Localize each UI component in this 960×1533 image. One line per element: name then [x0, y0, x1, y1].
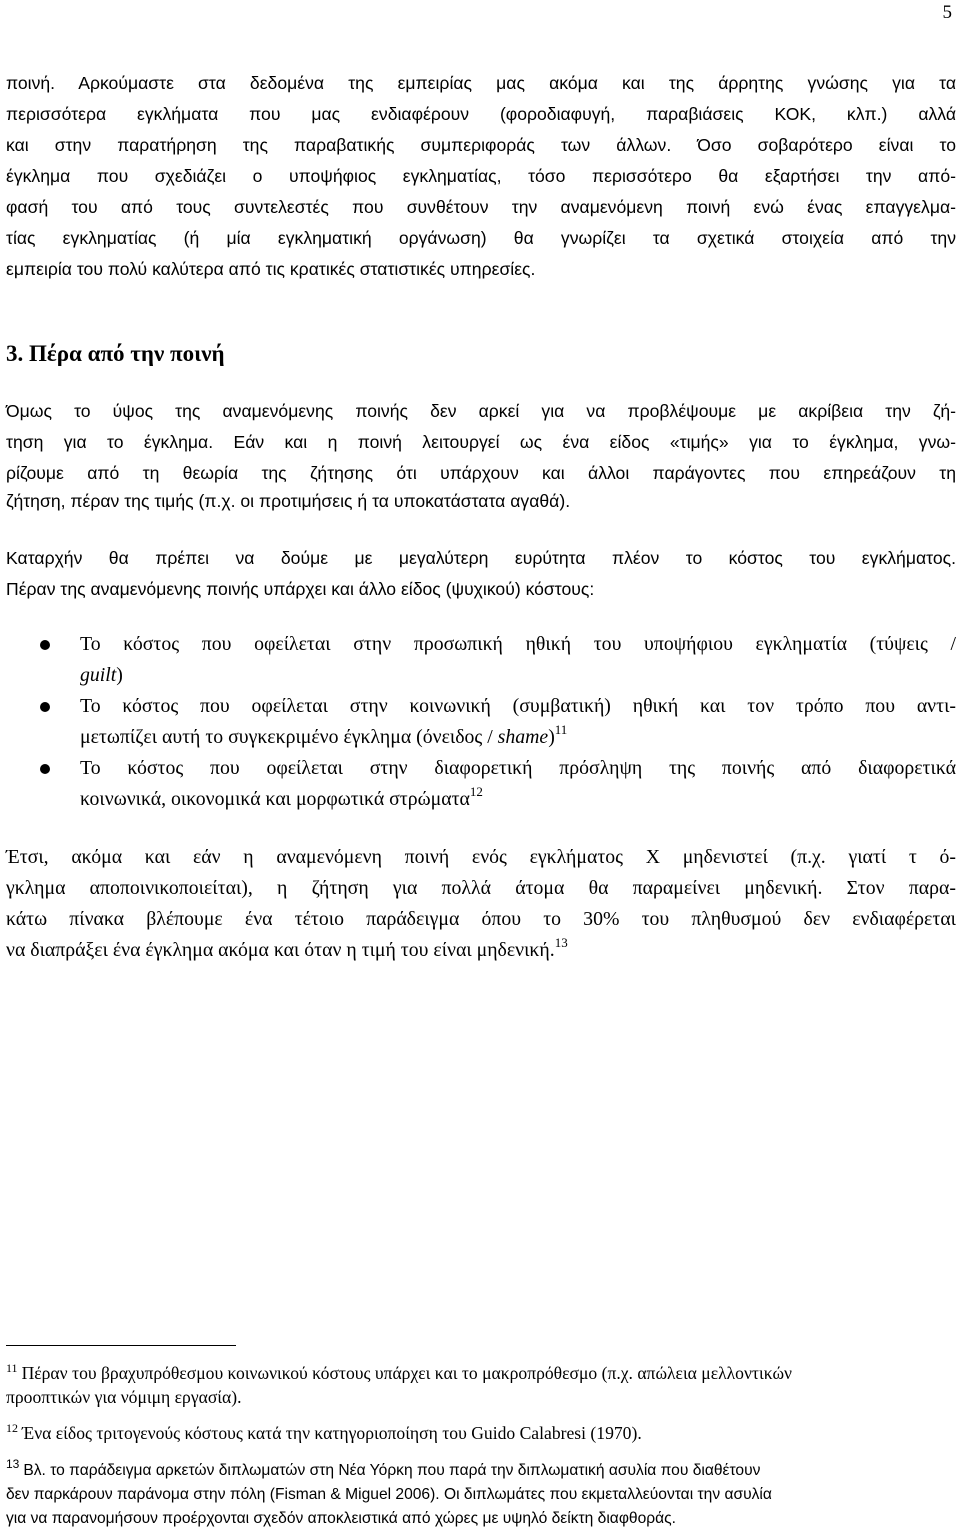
- bullet-dot-icon: [40, 764, 50, 774]
- section-heading: 3. Πέρα από την ποινή: [6, 341, 225, 366]
- text-line: έγκλημα που σχεδιάζει ο υποψήφιος εγκληματίας, τόσο περισσότερο θα εξαρτήσει την από-: [6, 166, 956, 186]
- bullet-dot-icon: [40, 640, 50, 650]
- text-line: φασή του από τους συντελεστές που συνθέτουν την αναμενόμενη ποινή ενώ ένας επαγγελμα-: [6, 197, 956, 217]
- footnote-text: για να παρανομήσουν προέρχονται σχεδόν αποκλειστικά από χώρες με υψηλό δείκτη διαφθοράς.: [6, 1510, 677, 1527]
- list-item-text: κοινωνικά, οικονομικά και μορφωτικά στρώματα: [80, 788, 470, 810]
- footnote-marker: 12: [6, 1421, 18, 1435]
- text-line: περισσότερα εγκλήματα που μας ενδιαφέρουν (φοροδιαφυγή, παραβιάσεις ΚΟΚ, κλπ.) αλλά: [6, 104, 956, 124]
- text-line: εμπειρία του πολύ καλύτερα από τις κρατικές στατιστικές υπηρεσίες.: [6, 259, 536, 279]
- list-item-text: ): [116, 664, 123, 686]
- footnote-ref[interactable]: 13: [554, 935, 568, 950]
- text-line: ζήτηση, πέραν της τιμής (π.χ. οι προτιμήσεις ή τα υποκατάστατα αγαθά).: [6, 491, 571, 511]
- text-line: Πέραν της αναμενόμενης ποινής υπάρχει και άλλο είδος (ψυχικού) κόστους:: [6, 579, 595, 599]
- footnote-ref[interactable]: 12: [469, 784, 483, 799]
- text-line: τίας εγκληματίας (ή μία εγκληματική οργάνωση) θα γνωρίζει τα σχετικά στοιχεία από την: [6, 228, 956, 248]
- list-item-text: Το κόστος που οφείλεται στην διαφορετική πρόσληψη της ποινής από διαφορετικά: [80, 757, 956, 779]
- text-line: Έτσι, ακόμα και εάν η αναμενόμενη ποινή ενός εγκλήματος Χ μηδενιστεί (π.χ. γιατί τ ό-: [6, 846, 956, 868]
- text-line: ρίζουμε από τη θεωρία της ζήτησης ότι υπάρχουν και άλλοι παράγοντες που επηρεάζουν τη: [6, 463, 956, 483]
- list-item-text: Το κόστος που οφείλεται στην κοινωνική (συμβατική) ηθική και τον τρόπο που αντι-: [80, 695, 956, 717]
- list-item-text: ): [548, 726, 555, 748]
- list-item-italic: guilt: [80, 664, 117, 686]
- footnote-text: Βλ. το παράδειγμα αρκετών διπλωματών στη Νέα Υόρκη που παρά την διπλωματική ασυλία που διαθέτουν: [23, 1462, 761, 1479]
- list-item-text: μετωπίζει αυτή το συγκεκριμένο έγκλημα (όνειδος /: [80, 726, 498, 748]
- footnote-marker: 11: [6, 1361, 18, 1375]
- list-item-italic: shame: [497, 726, 549, 748]
- text-line: να διαπράξει ένα έγκλημα ακόμα και όταν η τιμή του είναι μηδενική.: [6, 939, 555, 961]
- footnote-marker: 13: [6, 1457, 20, 1471]
- page-number: 5: [942, 2, 952, 23]
- footnote-text: δεν παρκάρουν παράνομα στην πόλη (Fisman & Miguel 2006). Οι διπλωμάτες που εκμεταλλεύονται την ασυλία: [6, 1486, 772, 1503]
- text-line: ποινή. Αρκούμαστε στα δεδομένα της εμπειρίας μας ακόμα και της άρρητης γνώσης για τα: [6, 73, 956, 93]
- footnote-separator: [6, 1345, 236, 1346]
- footnote-ref[interactable]: 11: [554, 722, 568, 737]
- footnote-text: Ένα είδος τριτογενούς κόστους κατά την κατηγοριοποίηση του Guido Calabresi (1970).: [22, 1423, 642, 1443]
- text-line: τηση για το έγκλημα. Εάν και η ποινή λειτουργεί ως ένα είδος «τιμής» για το έγκλημα, γνω-: [6, 432, 956, 452]
- text-line: Όμως το ύψος της αναμενόμενης ποινής δεν αρκεί για να προβλέψουμε με ακρίβεια την ζή-: [6, 401, 956, 421]
- footnote-text: Πέραν του βραχυπρόθεσμου κοινωνικού κόστους υπάρχει και το μακροπρόθεσμο (π.χ. απώλεια μελλοντικών: [21, 1363, 792, 1383]
- text-line: γκλημα αποποινικοποιείται), η ζήτηση για πολλά άτομα θα παραμείνει μηδενική. Στον παρα-: [6, 877, 956, 899]
- footnote-text: προοπτικών για νόμιμη εργασία).: [6, 1387, 242, 1407]
- list-item-text: Το κόστος που οφείλεται στην προσωπική ηθική του υποψήφιου εγκληματία (τύψεις /: [80, 633, 956, 655]
- text-line: κάτω πίνακα βλέπουμε ένα τέτοιο παράδειγμα όπου το 30% του πληθυσμού δεν ενδιαφέρεται: [6, 908, 956, 930]
- bullet-dot-icon: [40, 702, 50, 712]
- text-line: και στην παρατήρηση της παραβατικής συμπεριφοράς των άλλων. Όσο σοβαρότερο είναι το: [6, 135, 956, 155]
- text-line: Καταρχήν θα πρέπει να δούμε με μεγαλύτερη ευρύτητα πλέον το κόστος του εγκλήματος.: [6, 548, 956, 568]
